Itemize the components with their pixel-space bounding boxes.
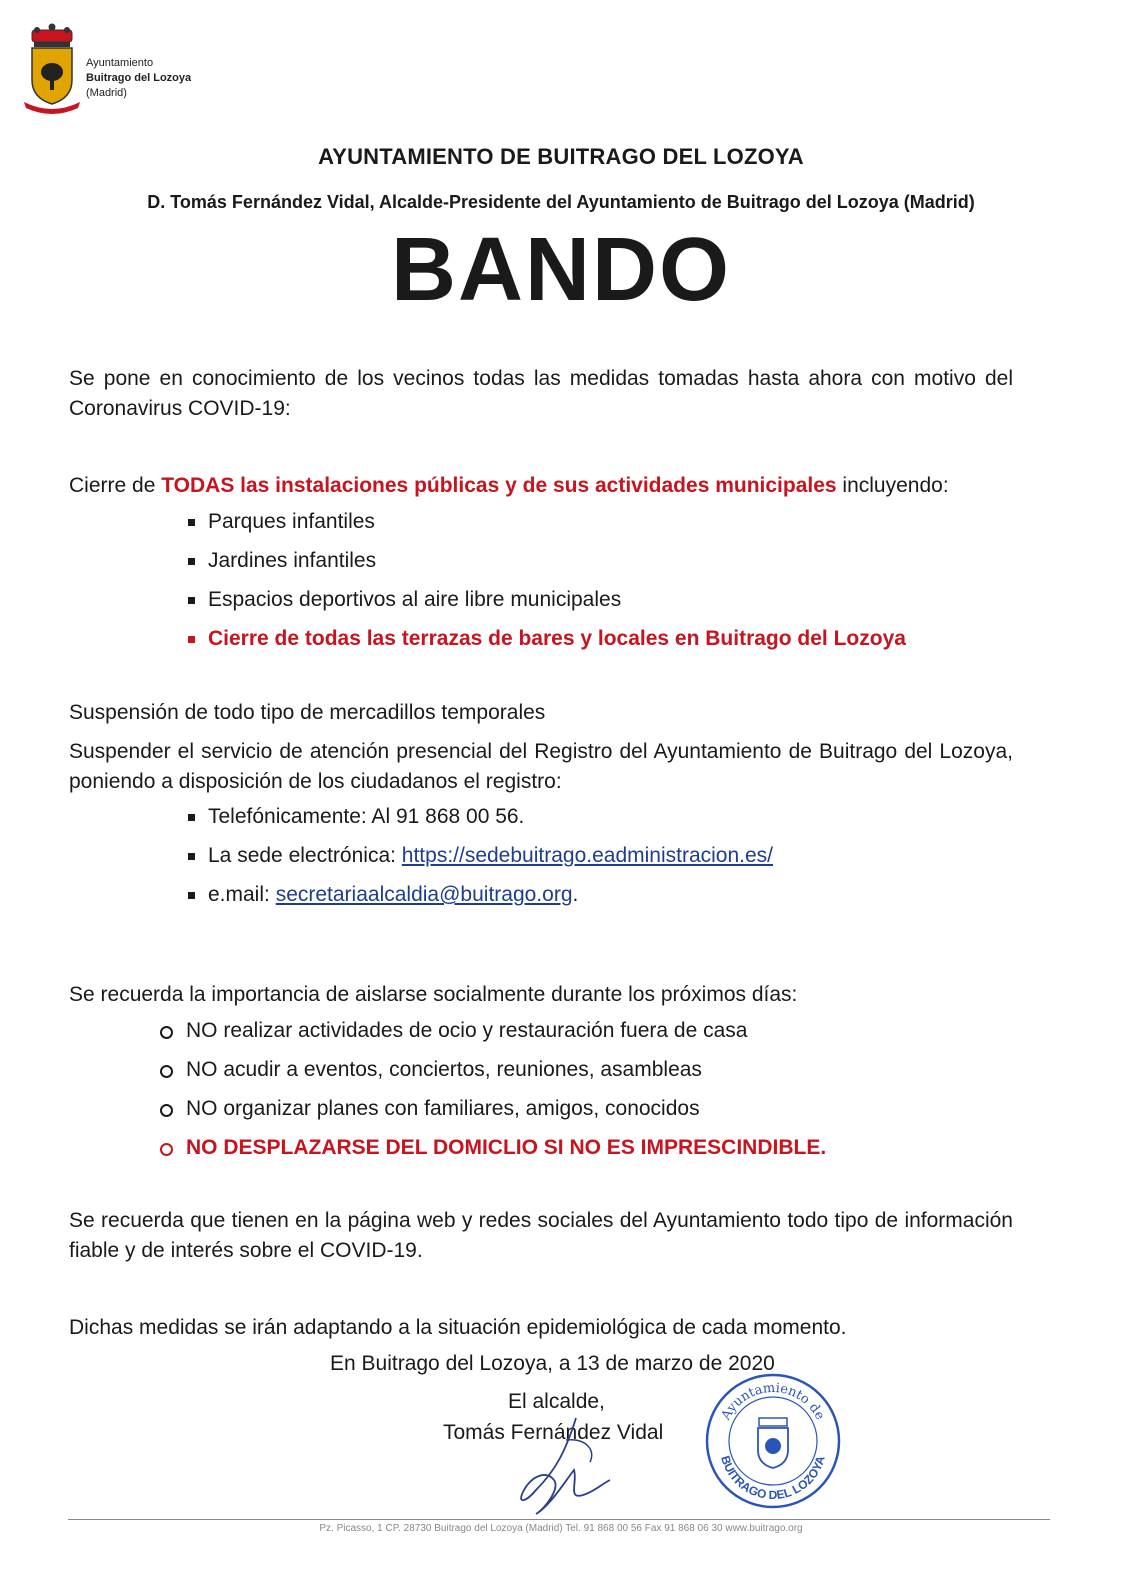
closure-emphasis: TODAS las instalaciones públicas y de sus actividades municipales xyxy=(161,474,837,497)
bullet-square-icon xyxy=(188,636,195,643)
document-title: AYUNTAMIENTO DE BUITRAGO DEL LOZOYA xyxy=(318,144,804,169)
bullet-circle-icon xyxy=(160,1026,173,1039)
registry-paragraph: Suspender el servicio de atención presencial del Registro del Ayuntamiento de Buitrago del Lozoya, poniendo a disposición de los ciudadanos el registro: xyxy=(69,740,1013,793)
org-name-block xyxy=(86,56,191,101)
list-item-text: Espacios deportivos al aire libre municipales xyxy=(208,588,622,611)
list-item-text: NO organizar planes con familiares, amigos, conocidos xyxy=(186,1097,700,1120)
markets-paragraph: Suspensión de todo tipo de mercadillos temporales xyxy=(69,701,546,724)
bullet-square-icon xyxy=(188,558,195,565)
seal-top-text: Ayuntamiento de xyxy=(718,1380,828,1423)
isolation-intro: Se recuerda la importancia de aislarse socialmente durante los próximos días: xyxy=(69,983,798,1006)
intro-paragraph: Se pone en conocimiento de los vecinos todas las medidas tomadas hasta ahora con motivo del Coronavirus COVID-19: xyxy=(69,367,1013,420)
bando-heading: BANDO xyxy=(391,220,731,320)
phone-text: Telefónicamente: Al 91 868 00 56. xyxy=(208,805,525,828)
adapting-paragraph: Dichas medidas se irán adaptando a la situación epidemiológica de cada momento. xyxy=(69,1316,847,1339)
list-item xyxy=(188,507,906,546)
signer-name: Tomás Fernández Vidal xyxy=(443,1421,664,1444)
org-line-1: Ayuntamiento xyxy=(86,57,154,69)
closure-suffix: incluyendo: xyxy=(836,474,949,497)
seal-bottom-text: BUITRAGO DEL LOZOYA xyxy=(718,1454,828,1503)
municipal-seal-icon xyxy=(704,1372,842,1510)
list-item-text: NO acudir a eventos, conciertos, reuniones, asambleas xyxy=(186,1058,702,1081)
closure-list xyxy=(188,507,906,663)
sede-electronica-link[interactable]: https://sedebuitrago.eadministracion.es/ xyxy=(401,844,774,867)
org-line-3: (Madrid) xyxy=(86,87,127,99)
list-item xyxy=(188,585,906,624)
email-link[interactable]: secretariaalcaldia@buitrago.org xyxy=(275,883,573,906)
municipal-crest-icon xyxy=(22,22,82,114)
list-item xyxy=(160,1016,826,1055)
document-subtitle: D. Tomás Fernández Vidal, Alcalde-Presidente del Ayuntamiento de Buitrago del Lozoya (Madrid) xyxy=(147,192,975,212)
list-item-text: Jardines infantiles xyxy=(208,549,377,572)
list-item xyxy=(160,1055,826,1094)
bullet-square-icon xyxy=(188,853,195,860)
list-item xyxy=(188,802,773,841)
place-date: En Buitrago del Lozoya, a 13 de marzo de 2020 xyxy=(330,1352,775,1375)
list-item-red xyxy=(188,624,906,663)
list-item-text: NO realizar actividades de ocio y restauración fuera de casa xyxy=(186,1019,748,1042)
list-item xyxy=(188,546,906,585)
email-label: e.mail: xyxy=(208,883,276,906)
web-label: La sede electrónica: xyxy=(208,844,402,867)
bullet-square-icon xyxy=(188,519,195,526)
email-tail: . xyxy=(572,883,579,906)
list-item-text: Parques infantiles xyxy=(208,510,375,533)
list-item-red xyxy=(160,1133,826,1172)
list-item-text: Cierre de todas las terrazas de bares y locales en Buitrago del Lozoya xyxy=(208,627,906,650)
footer-contact: Pz. Picasso, 1 CP. 28730 Buitrago del Lozoya (Madrid) Tel. 91 868 00 56 Fax 91 868 06 30 www.buitrago.org xyxy=(319,1523,803,1534)
footer-divider xyxy=(68,1519,1050,1520)
registry-list xyxy=(188,802,773,919)
bullet-circle-icon xyxy=(160,1104,173,1117)
org-line-2: Buitrago del Lozoya xyxy=(86,72,192,84)
handwritten-signature-icon xyxy=(506,1410,616,1520)
list-item-text: NO DESPLAZARSE DEL DOMICLIO SI NO ES IMPRESCINDIBLE. xyxy=(186,1136,827,1159)
closure-paragraph xyxy=(69,471,1013,501)
bullet-square-icon xyxy=(188,892,195,899)
bullet-circle-icon xyxy=(160,1065,173,1078)
signer-role: El alcalde, xyxy=(508,1390,605,1413)
list-item xyxy=(160,1094,826,1133)
isolation-list xyxy=(160,1016,826,1172)
bullet-square-icon xyxy=(188,814,195,821)
list-item xyxy=(188,880,773,919)
web-reminder-paragraph: Se recuerda que tienen en la página web y redes sociales del Ayuntamiento todo tipo de información fiable y de interés sobre el COVID-19. xyxy=(69,1209,1013,1262)
closure-prefix: Cierre de xyxy=(69,474,162,497)
bullet-square-icon xyxy=(188,597,195,604)
list-item xyxy=(188,841,773,880)
bullet-circle-icon xyxy=(160,1143,173,1156)
